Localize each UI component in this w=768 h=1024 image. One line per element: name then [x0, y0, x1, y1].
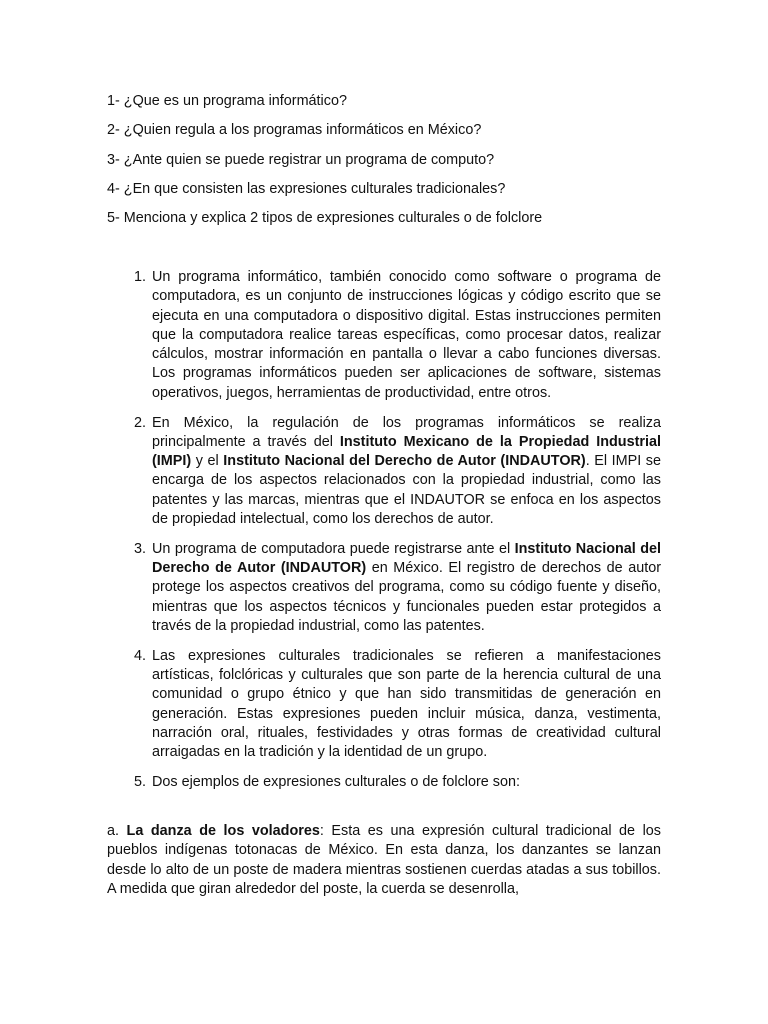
example-title: La danza de los voladores — [126, 823, 320, 839]
answer-text: Un programa de computadora puede registrarse ante el Instituto Nacional del Derecho de Autor (INDAUTOR) en México. El registro de derechos de autor protege los aspectos creativos del programa, como su código fuente y diseño, mientras que los aspectos técnicos y funcionales pueden estar protegidos a través de la propiedad industrial, como las patentes. — [152, 540, 661, 635]
example-prefix: a. — [107, 823, 127, 839]
answer-number: 3. — [134, 540, 147, 557]
question-list — [107, 92, 687, 238]
answer-item-2 — [107, 414, 661, 530]
answer-text: En México, la regulación de los programas informáticos se realiza principalmente a través del Instituto Mexicano de la Propiedad Industrial (IMPI) y el Instituto Nacional del Derecho de Autor (INDAUTOR). El IMPI se encarga de los aspectos relacionados con la propiedad industrial, como las patentes y las marcas, mientras que el INDAUTOR se enfoca en los aspectos de propiedad intelectual, como los derechos de autor. — [152, 414, 661, 528]
question-5: 5- Menciona y explica 2 tipos de expresiones culturales o de folclore — [107, 210, 543, 227]
example-text: : Esta es una expresión cultural tradicional de los pueblos indígenas totonacas de México. En esta danza, los danzantes se lanzan desde lo alto de un poste de madera mientras sostienen cuerdas atadas a sus tobillos. A medida que giran alrededor del poste, la cuerda se desenrolla, — [107, 823, 662, 897]
bold-term: Instituto Mexicano de la Propiedad Industrial (IMPI) — [152, 433, 661, 470]
answer-list — [107, 268, 661, 803]
question-4: 4- ¿En que consisten las expresiones culturales tradicionales? — [107, 180, 506, 197]
answer-number: 4. — [134, 647, 147, 664]
answer-item-4 — [107, 647, 661, 763]
question-1: 1- ¿Que es un programa informático? — [107, 93, 347, 109]
answer-number: 1. — [134, 269, 147, 285]
question-2: 2- ¿Quien regula a los programas informáticos en México? — [107, 122, 482, 139]
answer-text: Dos ejemplos de expresiones culturales o de folclore son: — [152, 774, 520, 791]
answer-item-1 — [107, 268, 661, 403]
answer-number: 5. — [134, 774, 147, 791]
answer-number: 2. — [134, 414, 147, 431]
answer-item-3 — [107, 540, 661, 636]
example-paragraph — [107, 822, 661, 899]
bold-term: Instituto Nacional del Derecho de Autor (INDAUTOR) — [152, 540, 661, 577]
answer-item-5 — [107, 773, 661, 792]
question-3: 3- ¿Ante quien se puede registrar un programa de computo? — [107, 151, 495, 168]
answer-text: Un programa informático, también conocido como software o programa de computadora, es un conjunto de instrucciones lógicas y código escrito que se ejecuta en una computadora o dispositivo digital. Estas instrucciones permiten que la computadora realice tareas específicas, como procesar datos, realizar cálculos, mostrar información en pantalla o llevar a cabo funciones diversas. Los programas informáticos pueden ser aplicaciones de software, sistemas operativos, juegos, herramientas de productividad, entre otros. — [152, 269, 661, 401]
bold-term: Instituto Nacional del Derecho de Autor (INDAUTOR) — [223, 453, 586, 470]
answer-text: Las expresiones culturales tradicionales se refieren a manifestaciones artísticas, folclóricas y culturales que son parte de la herencia cultural de una comunidad o grupo étnico y que han sido transmitidas de generación en generación. Estas expresiones pueden incluir música, danza, vestimenta, narración oral, rituales, festividades y otras formas de creatividad cultural arraigadas en la tradición y la identidad de un grupo. — [152, 647, 661, 761]
